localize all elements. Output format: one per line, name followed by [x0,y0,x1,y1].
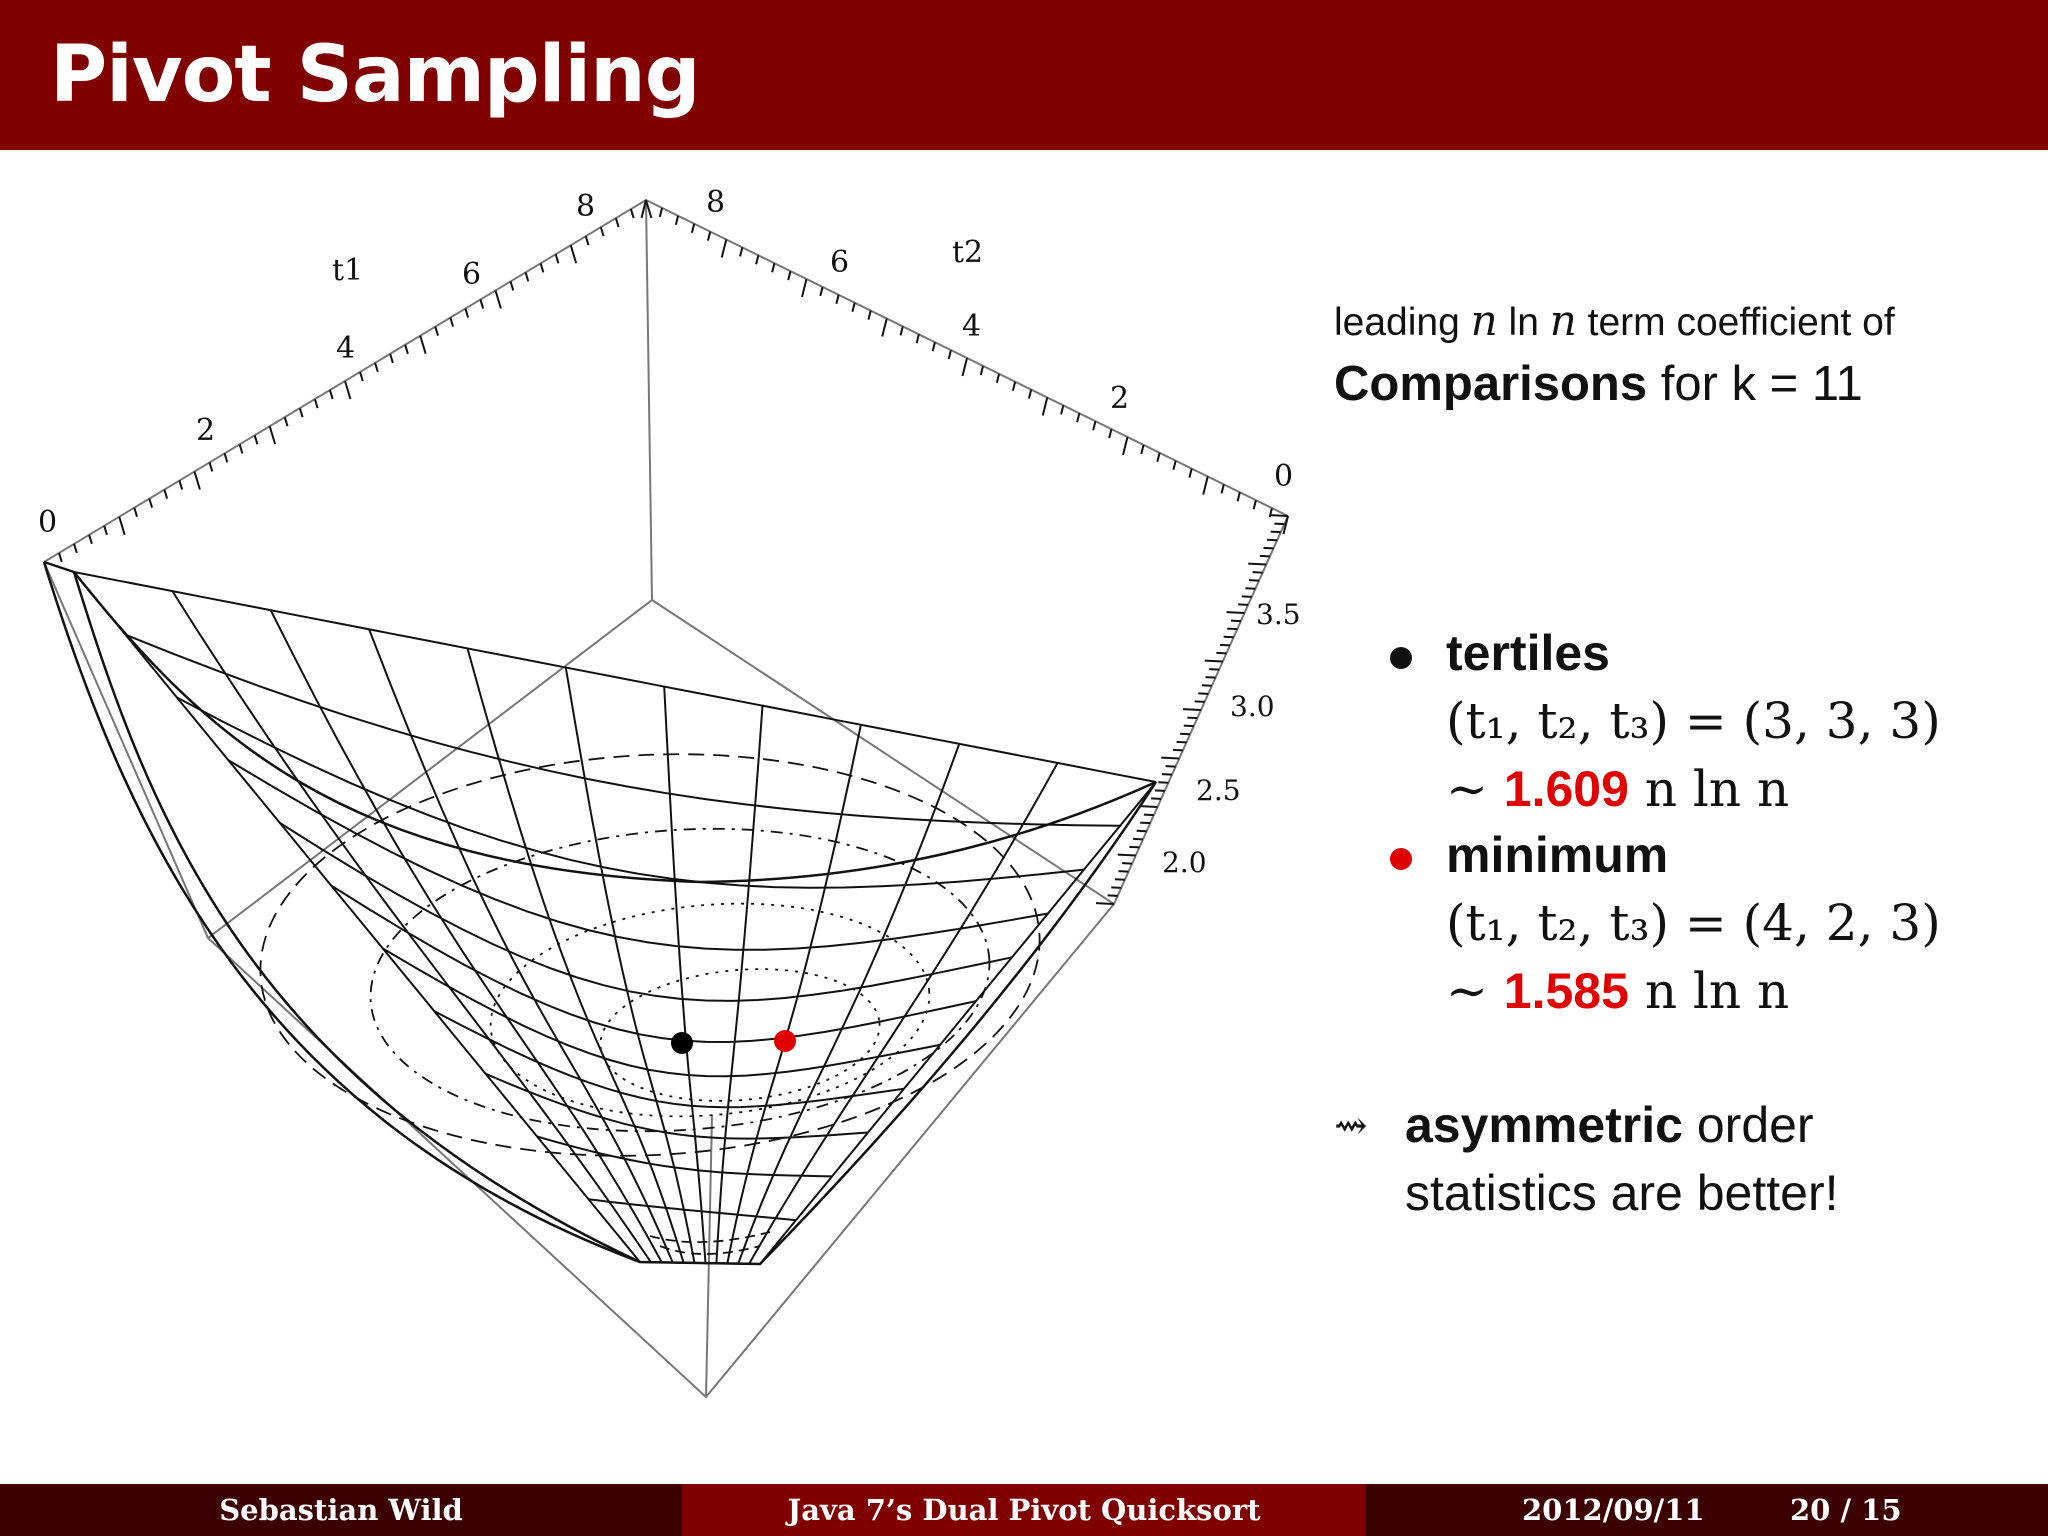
minimum-suffix: n ln n [1628,962,1790,1020]
z-tick-mark [1173,750,1183,751]
t1-tick-mark [225,453,228,462]
t2-tick-mark [820,287,822,296]
z-tick-mark [1206,677,1216,678]
t1-tick-mark [496,291,501,309]
t2-tick-mark [963,358,968,376]
z-tick-mark [1144,815,1154,816]
t2-tick-mark [1189,469,1191,478]
t2-tick-mark [756,255,758,264]
t1-tick-mark [179,481,182,490]
z-tick-2.0: 2.0 [1162,846,1207,879]
z-tick-mark [1264,548,1274,549]
z-tick-mark [1140,823,1150,824]
z-tick-mark [1166,766,1176,767]
z-tick-mark [1198,693,1208,694]
t2-tick-mark [836,295,838,304]
footer-bar [0,1484,2048,1536]
minimum-label-text: minimum [1446,827,1669,883]
t1-tick-mark [134,508,137,517]
z-tick-mark [1137,831,1147,832]
surface-mesh-line-t2 [760,782,1156,1264]
z-tick-mark [1108,895,1118,896]
t1-tick-mark [375,363,378,372]
t2-tick-mark [1173,461,1175,470]
t1-tick-mark [315,399,318,408]
z-tick-mark [1184,726,1194,727]
surface-plot [0,150,1320,1420]
conclusion-line-2: statistics are better! [1405,1165,1839,1221]
z-tick-mark [1187,718,1197,719]
tertiles-value-line [1446,760,1790,818]
comparisons-label: Comparisons [1334,357,1648,411]
footer-date-section [1366,1484,2048,1536]
z-tick-mark [1151,798,1161,799]
t1-tick-4: 4 [336,331,356,366]
t1-tick-mark [255,435,258,444]
t1-tick-6: 6 [462,257,482,292]
t2-tick-mark [1254,500,1256,509]
t1-tick-mark [586,236,589,245]
t2-axis-label: t2 [952,235,984,270]
z-tick-mark [1155,790,1165,791]
t2-tick-mark [802,279,807,297]
t1-tick-mark [119,517,124,535]
t2-tick-mark [981,366,983,375]
t1-tick-mark [480,300,483,309]
minimum-tilde: ∼ [1446,962,1504,1020]
t2-tick-mark [1238,492,1240,501]
t2-tick-mark [1093,421,1095,430]
z-tick-mark [1205,661,1223,662]
t2-tick-mark [852,303,854,312]
z-tick-mark [1115,879,1125,880]
t2-tick-mark [917,334,919,343]
t2-tick-mark [772,263,774,272]
z-tick-mark [1162,774,1172,775]
t2-tick-mark [1013,382,1015,391]
tertiles-label-text: tertiles [1446,625,1610,681]
desc-n-1: n [1470,296,1498,345]
surface-mesh-line-t2 [738,744,959,1264]
footer-date: 2012/09/11 [1522,1493,1705,1527]
z-tick-mark [1242,596,1252,597]
t2-tick-mark [1077,413,1079,422]
z-tick-mark [1183,709,1201,710]
z-tick-mark [1271,532,1281,533]
z-tick-mark [1267,540,1277,541]
t1-tick-mark [465,309,468,318]
t2-tick-mark [949,350,951,359]
minimum-label [1446,827,1669,883]
t1-tick-mark [450,318,453,327]
t1-tick-mark [360,372,363,381]
surface-mesh-line-t1 [280,823,1012,1001]
minimum-bullet [1390,848,1412,870]
desc-text-b: term coefficient of [1576,301,1895,344]
t2-tick-6: 6 [830,245,850,280]
t1-tick-8: 8 [576,189,596,224]
tertiles-tilde: ∼ [1446,760,1504,818]
surface-mesh-line-t2 [74,572,640,1262]
t1-tick-mark [420,336,425,354]
t2-tick-mark [882,319,887,337]
z-tick-mark [1122,863,1132,864]
t1-tick-mark [164,490,167,499]
t1-tick-mark [300,408,303,417]
minimum-value-line [1446,962,1790,1020]
surface-mesh-line-t2 [369,629,673,1262]
surface-mesh-line-t2 [566,668,695,1263]
z-tick-mark [1245,588,1255,589]
t2-tick-mark [1157,453,1159,462]
z-tick-mark [1158,782,1168,783]
z-tick-mark [1238,604,1248,605]
plot-bounding-box [44,200,1288,1397]
t1-tick-mark [616,218,619,227]
z-tick-mark [1119,871,1129,872]
desc-ln: ln [1497,301,1550,344]
t2-tick-mark [1043,398,1048,416]
t1-tick-mark [601,227,604,236]
t1-tick-mark [330,390,333,399]
conclusion-rest: order [1682,1097,1814,1153]
surface-mesh [74,572,1156,1264]
t1-tick-mark [390,354,393,363]
z-tick-mark [1231,621,1241,622]
t1-tick-mark [556,254,559,263]
z-tick-mark [1195,701,1205,702]
tertiles-value: 1.609 [1503,761,1629,817]
z-tick-mark [1224,637,1234,638]
z-tick-mark [1180,734,1190,735]
t2-tick-mark [722,240,727,258]
tertiles-label [1446,625,1610,681]
t1-tick-mark [74,544,77,553]
z-tick-mark [1118,855,1136,856]
t2-tick-mark [1203,477,1208,495]
z-tick-mark [1129,847,1139,848]
t1-tick-2: 2 [196,413,216,448]
t1-tick-mark [104,526,107,535]
z-tick-mark [1260,556,1270,557]
minimum-value: 1.585 [1503,963,1629,1019]
t1-axis-label: t1 [332,253,364,288]
z-tick-mark [1270,515,1288,516]
description-line-2 [1334,357,1863,411]
t1-tick-mark [285,417,288,426]
conclusion-line-1 [1405,1097,1814,1153]
t1-tick-mark [541,263,544,272]
t1-tick-mark [195,472,200,490]
t2-tick-mark [1029,390,1031,399]
title-bar [0,0,2048,150]
z-tick-mark [1220,645,1230,646]
z-tick-mark [1140,806,1158,807]
description-line-1 [1334,296,1895,345]
z-tick-mark [1216,653,1226,654]
t1-tick-mark [511,281,514,290]
t2-tick-mark [1141,445,1143,454]
footer-author-section [0,1484,682,1536]
z-tick-mark [1209,669,1219,670]
footer-page-number: 20 / 15 [1790,1493,1902,1527]
z-tick-3.5: 3.5 [1256,598,1301,631]
z-tick-mark [1274,524,1284,525]
t1-tick-0: 0 [38,505,58,540]
desc-n-2: n [1549,296,1577,345]
t1-tick-mark [149,499,152,508]
slide-title: Pivot Sampling [50,30,700,120]
t2-tick-mark [933,342,935,351]
t2-tick-mark [676,216,678,225]
t1-tick-mark [631,209,634,218]
footer-author: Sebastian Wild [219,1493,463,1527]
footer-title-section [682,1484,1366,1536]
t2-tick-mark [868,311,870,320]
z-tick-mark [1249,580,1259,581]
t1-tick-mark [345,381,350,399]
t2-tick-mark [1109,429,1111,438]
t1-tick-mark [89,535,92,544]
tertiles-bullet [1390,647,1412,669]
surface-mesh-line-t1 [126,635,1121,826]
t2-tick-mark [708,232,710,241]
t2-tick-mark [901,326,903,335]
minimum-tuple: (t₁, t₂, t₃) = (4, 2, 3) [1446,894,1941,952]
surface-mesh-line-t2 [749,763,1058,1264]
surface-mesh-line-t2 [468,648,684,1262]
z-tick-mark [1202,685,1212,686]
leads-to-arrow: ⇝ [1334,1103,1368,1149]
z-tick-mark [1227,612,1245,613]
surface-mesh-line-t2 [716,706,762,1264]
t2-tick-8: 8 [706,185,726,220]
t2-tick-mark [692,224,694,233]
minimum-point [774,1030,796,1052]
footer-talk-title: Java 7’s Dual Pivot Quicksort [787,1493,1261,1527]
z-tick-mark [1111,887,1121,888]
t1-tick-mark [571,245,576,263]
z-tick-mark [1248,564,1266,565]
t1-tick-mark [240,444,243,453]
t1-tick-mark [210,462,213,471]
t2-tick-mark [997,374,999,383]
surface-mesh-line-t1 [383,948,940,1076]
desc-text-a: leading [1334,301,1471,344]
t2-tick-mark [1061,405,1063,414]
t2-tick-2: 2 [1110,381,1130,416]
z-tick-2.5: 2.5 [1196,774,1241,807]
t2-tick-mark [1123,437,1128,455]
z-tick-mark [1161,758,1179,759]
conclusion-bold: asymmetric [1405,1097,1683,1153]
surface-mesh-line-t2 [664,687,705,1264]
z-tick-3.0: 3.0 [1230,690,1275,723]
tertiles-suffix: n ln n [1628,760,1790,818]
tertiles-tuple: (t₁, t₂, t₃) = (3, 3, 3) [1446,692,1941,750]
surface-mesh-line-t1 [486,1074,868,1139]
t1-tick-mark [270,426,275,444]
z-tick-mark [1227,629,1237,630]
t1-tick-mark [526,272,529,281]
t2-tick-0: 0 [1274,459,1294,494]
t1-tick-mark [59,553,62,562]
desc-k-value: for k = 11 [1647,357,1863,411]
t2-tick-mark [660,208,662,217]
t1-tick-mark [405,345,408,354]
z-tick-mark [1133,839,1143,840]
t2-tick-4: 4 [962,309,982,344]
t1-tick-mark [435,327,438,336]
z-tick-mark [1253,572,1263,573]
z-tick-mark [1096,903,1114,904]
t2-tick-mark [1222,484,1224,493]
tertiles-point [671,1032,693,1054]
t2-tick-mark [740,247,742,256]
z-tick-mark [1177,742,1187,743]
t2-tick-mark [788,271,790,280]
